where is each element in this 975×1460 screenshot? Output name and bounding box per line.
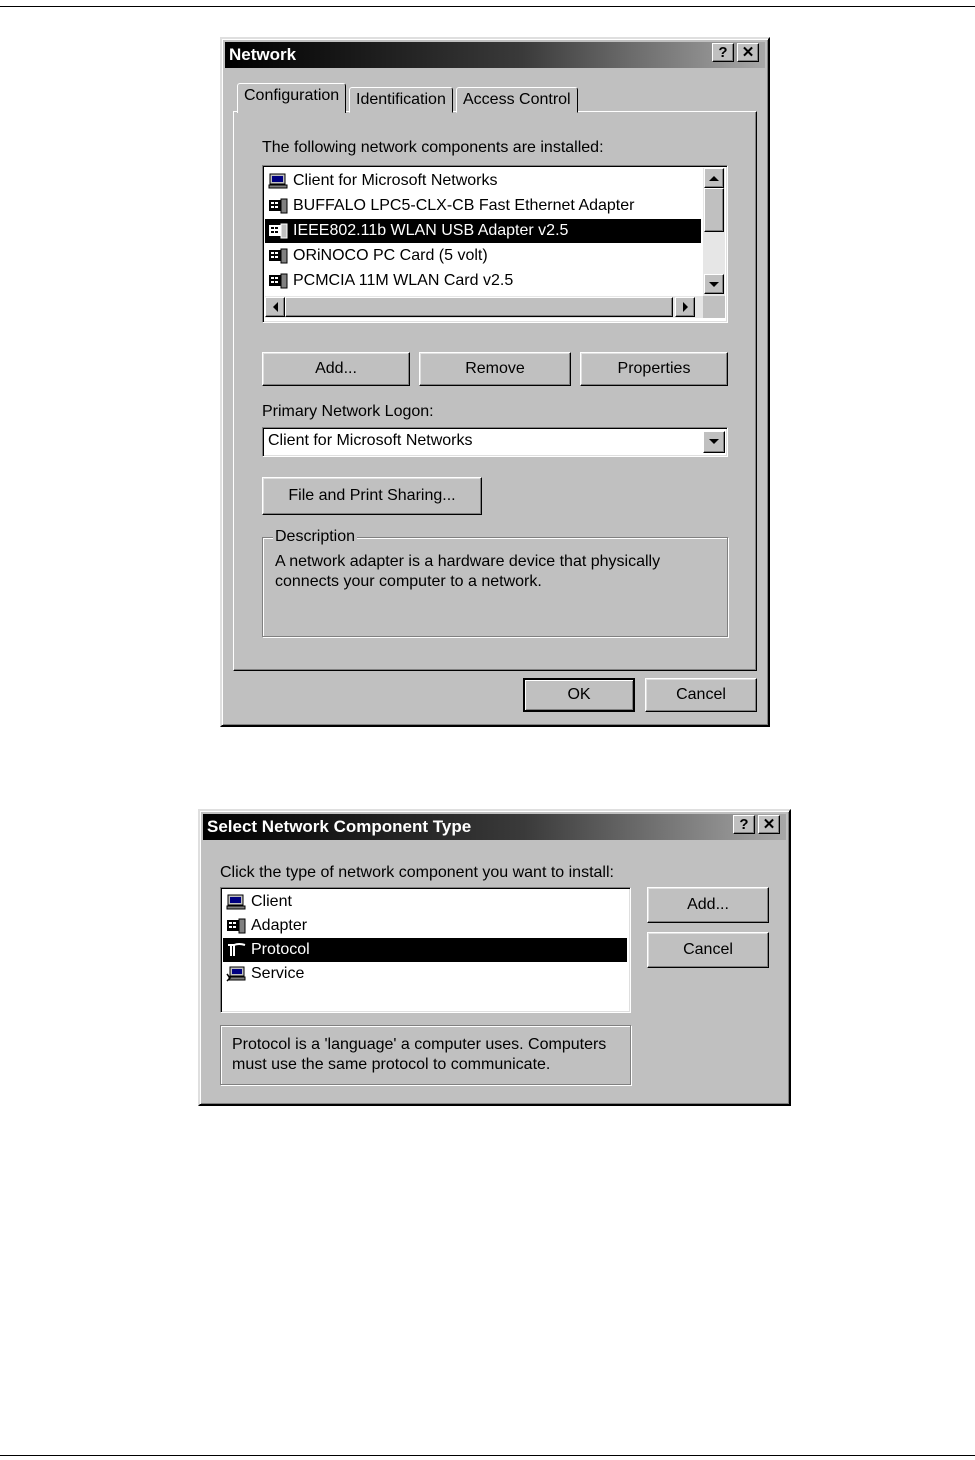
remove-component-button[interactable]: Remove xyxy=(419,352,571,386)
list-item[interactable]: Client for Microsoft Networks xyxy=(265,169,701,193)
client-icon xyxy=(268,173,288,189)
network-dialog xyxy=(220,37,770,727)
list-item[interactable]: Adapter xyxy=(223,914,627,938)
network-titlebar[interactable] xyxy=(225,42,765,68)
network-close-button[interactable]: ✕ xyxy=(737,43,759,62)
list-item[interactable]: ORiNOCO PC Card (5 volt) xyxy=(265,244,701,268)
components-heading: The following network components are installed: xyxy=(262,139,604,156)
scroll-down-button[interactable] xyxy=(704,274,724,294)
adapter-icon xyxy=(268,223,288,239)
properties-button[interactable]: Properties xyxy=(580,352,728,386)
type-description-line1: Protocol is a 'language' a computer uses. Computers xyxy=(232,1036,607,1053)
scroll-left-button[interactable] xyxy=(265,297,285,317)
list-item[interactable]: Service xyxy=(223,962,627,986)
scroll-up-button[interactable] xyxy=(704,168,724,188)
client-icon xyxy=(226,894,246,910)
tab-identification[interactable]: Identification xyxy=(349,87,453,113)
cancel-type-button[interactable]: Cancel xyxy=(647,932,769,968)
list-item[interactable]: PCMCIA 11M WLAN Card v2.5 xyxy=(265,269,701,293)
dropdown-arrow-button[interactable] xyxy=(703,431,725,453)
components-list[interactable] xyxy=(262,165,728,323)
list-item[interactable]: BUFFALO LPC5-CLX-CB Fast Ethernet Adapter xyxy=(265,194,701,218)
scroll-thumb[interactable] xyxy=(704,188,724,232)
tab-configuration[interactable]: Configuration xyxy=(237,83,346,113)
tab-access-control[interactable]: Access Control xyxy=(456,87,578,113)
list-item[interactable]: Client xyxy=(223,890,627,914)
select-close-button[interactable]: ✕ xyxy=(758,815,780,834)
scroll-corner xyxy=(703,296,725,318)
select-titlebar[interactable] xyxy=(203,814,786,840)
horizontal-scroll-thumb[interactable] xyxy=(285,297,673,317)
ok-button[interactable]: OK xyxy=(523,678,635,712)
description-legend: Description xyxy=(275,528,356,545)
network-title: Network xyxy=(229,45,297,64)
page-top-rule xyxy=(0,6,975,7)
list-item-selected[interactable]: Protocol xyxy=(223,938,627,962)
select-title: Select Network Component Type xyxy=(207,817,472,836)
type-description-line2: must use the same protocol to communicate. xyxy=(232,1056,551,1073)
select-component-dialog xyxy=(198,809,791,1106)
adapter-icon xyxy=(268,198,288,214)
primary-logon-select[interactable] xyxy=(262,427,728,457)
file-print-sharing-button[interactable]: File and Print Sharing... xyxy=(262,477,482,515)
select-help-button[interactable]: ? xyxy=(733,815,755,834)
add-component-button[interactable]: Add... xyxy=(262,352,410,386)
list-item-selected[interactable]: IEEE802.11b WLAN USB Adapter v2.5 xyxy=(265,219,701,243)
adapter-icon xyxy=(226,918,246,934)
adapter-icon xyxy=(268,273,288,289)
primary-logon-label: Primary Network Logon: xyxy=(262,403,434,420)
add-type-button[interactable]: Add... xyxy=(647,887,769,923)
service-icon xyxy=(226,966,246,982)
adapter-icon xyxy=(268,248,288,264)
network-help-button[interactable]: ? xyxy=(712,43,734,62)
cancel-button[interactable]: Cancel xyxy=(645,678,757,712)
component-type-list[interactable] xyxy=(220,887,631,1013)
component-type-prompt: Click the type of network component you want to install: xyxy=(220,864,614,881)
protocol-icon xyxy=(226,942,246,958)
page-bottom-rule xyxy=(0,1455,975,1456)
scroll-right-button[interactable] xyxy=(675,297,695,317)
description-text-line1: A network adapter is a hardware device that physically xyxy=(275,553,661,570)
primary-logon-value: Client for Microsoft Networks xyxy=(268,432,473,449)
description-text-line2: connects your computer to a network. xyxy=(275,573,542,590)
